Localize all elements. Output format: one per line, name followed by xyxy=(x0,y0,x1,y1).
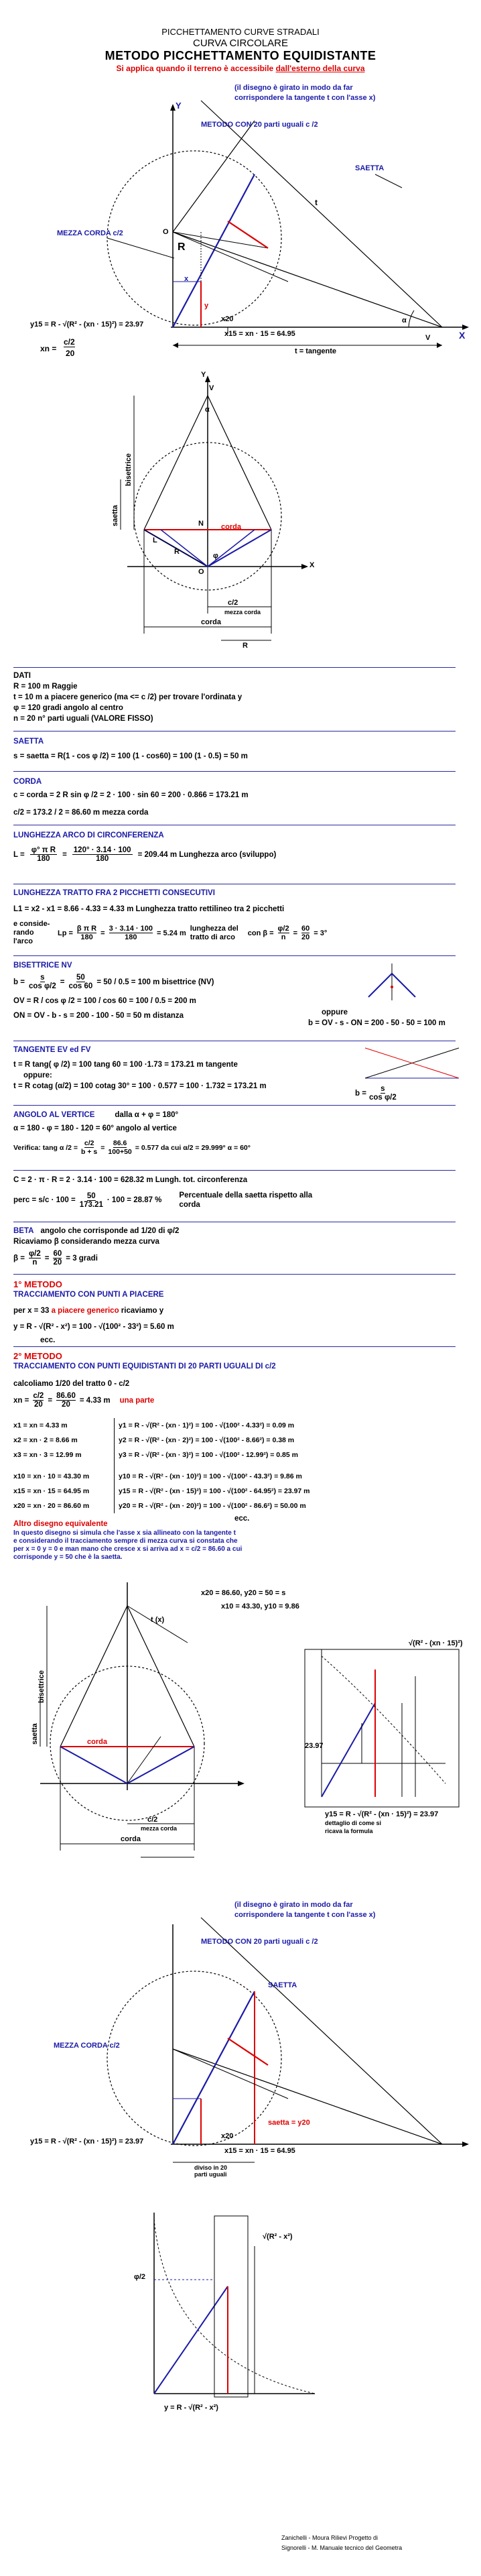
fraction xyxy=(80,1192,103,1209)
fraction-den: n xyxy=(32,1258,38,1267)
metodo2-section xyxy=(13,1351,456,1524)
beta-lhs: β = xyxy=(13,1254,25,1263)
figure-4 xyxy=(0,1897,481,2179)
angolo-section xyxy=(13,1110,456,1156)
beta-title: BETA xyxy=(13,1227,34,1235)
y-row: y3 = R - √(R² - (xn · 3)²) = 100 - √(100² - 12.99²) = 0.85 m xyxy=(119,1451,298,1459)
altro-note2: e considerando il tracciamento sempre di mezza curva si constata che xyxy=(13,1537,238,1545)
fraction-den: n xyxy=(281,933,286,941)
percentuale-formula xyxy=(13,1191,456,1210)
divider xyxy=(13,1346,456,1347)
angolo-verifica: Verifica: tang α /2 = $\frac{c/2}{b + s}$ = $\frac{86.6}{100+50}$ = 0.577 da cui α/2 = 29.999° α = 60° xyxy=(13,1139,251,1156)
fraction-num: 120° · 3.14 · 100 xyxy=(73,846,131,854)
fig4-saetta-y20: saetta = y20 xyxy=(268,2119,310,2127)
fraction-den: 180 xyxy=(96,855,109,863)
fig4-note1: (il disegno è girato in modo da far xyxy=(234,1901,353,1909)
fig2-V: V xyxy=(209,384,214,392)
fig1-y: y xyxy=(204,302,209,310)
bis-result: = 50 / 0.5 = 100 m bisettrice (NV) xyxy=(96,978,214,986)
fraction xyxy=(369,1085,397,1102)
fig1-note1: (il disegno è girato in modo da far xyxy=(234,84,353,92)
fig2-N: N xyxy=(198,520,204,528)
arco-result: = 209.44 m Lunghezza arco (sviluppo) xyxy=(137,850,277,859)
fraction xyxy=(81,1139,97,1156)
dati-line3: φ = 120 gradi angolo al centro xyxy=(13,704,123,712)
fig1-R: R xyxy=(178,241,186,253)
fig3-mezza-corda: mezza corda xyxy=(141,1825,178,1832)
y-row: y2 = R - √(R² - (xn · 2)²) = 100 - √(100² - 8.66²) = 0.38 m xyxy=(119,1436,295,1444)
fig3-bisettrice: bisettrice xyxy=(38,1670,46,1703)
fraction xyxy=(301,925,310,941)
metodo1-title: 1° METODO xyxy=(13,1279,62,1289)
fraction-num: s xyxy=(381,1085,385,1093)
fraction xyxy=(29,974,56,990)
fig1-x15: x15 = xn · 15 = 64.95 xyxy=(224,330,295,338)
beta-formula: β = $\frac{\varphi/2}{n}$ = $\frac{60}{20}$ = 3 gradi xyxy=(13,1250,98,1267)
fig2-L: L xyxy=(153,536,157,544)
y-row: y10 = R - √(R² - (xn · 10)²) = 100 - √(100² - 43.3²) = 9.86 m xyxy=(119,1472,302,1480)
tratto-beta-result: = 3° xyxy=(314,929,328,937)
fraction-den: 20 xyxy=(33,1401,43,1409)
fraction xyxy=(278,925,289,941)
tangente-section xyxy=(13,1045,456,1102)
fig4-saetta: SAETTA xyxy=(268,1981,297,1989)
fig4-x15: x15 = xn · 15 = 64.95 xyxy=(224,2147,295,2155)
fig2-R-inner: R xyxy=(174,548,180,556)
fig4-mezza-corda: MEZZA CORDA c/2 xyxy=(54,2042,120,2050)
divider xyxy=(13,1170,456,1171)
figure-3-drawing xyxy=(0,1569,481,1884)
fraction-den: 180 xyxy=(37,855,50,863)
x-row: x20 = xn · 20 = 86.60 m xyxy=(13,1502,90,1510)
bisettrice-title: BISETTRICE NV xyxy=(13,961,72,970)
corda-formula: c = corda = 2 R sin φ /2 = 2 · 100 · sin 60 = 200 · 0.866 = 173.21 m xyxy=(13,791,249,799)
fig2-c2: c/2 xyxy=(228,599,238,607)
x-row: x15 = xn · 15 = 64.95 m xyxy=(13,1487,90,1495)
metodo1-ricaviamo: ricaviamo y xyxy=(121,1307,164,1315)
bisettrice-diagram xyxy=(362,960,422,1007)
subtitle-underline: dall'esterno della curva xyxy=(275,64,365,73)
fraction xyxy=(109,925,153,941)
fraction xyxy=(72,846,133,863)
fig2-corda: corda xyxy=(221,523,241,531)
saetta-section xyxy=(13,736,456,762)
page-title: METODO PICCHETTAMENTO EQUIDISTANTE xyxy=(105,49,376,62)
metodo2-y-column xyxy=(114,1418,310,1513)
y-row: y1 = R - √(R² - (xn · 1)²) = 100 - √(100² - 4.33²) = 0.09 m xyxy=(119,1421,295,1429)
saetta-title: SAETTA xyxy=(13,738,44,746)
altro-note3: per x = 0 y = 0 e man mano che cresce x si arriva ad x = c/2 = 86.60 a cui xyxy=(13,1545,243,1553)
fig3-y15v: 23.97 xyxy=(305,1742,324,1750)
fraction-num: φ° π R xyxy=(31,846,56,854)
fraction-den: 180 xyxy=(125,933,137,941)
fig2-alpha: α xyxy=(205,406,210,414)
fig3-corda: corda xyxy=(87,1738,107,1746)
tangente-diagram xyxy=(362,1045,462,1085)
metodo2-ecc: ecc. xyxy=(234,1515,250,1523)
saetta-formula: s = saetta = R(1 - cos φ /2) = 100 (1 - cos60) = 100 (1 - 0.5) = 50 m xyxy=(13,752,248,760)
tratto-section xyxy=(13,888,456,946)
fig4-x20: x20 xyxy=(221,2132,234,2140)
figure-1 xyxy=(0,80,481,362)
fraction xyxy=(108,1139,131,1156)
fig1-saetta: SAETTA xyxy=(355,164,385,172)
bis-lhs: b = xyxy=(13,978,25,986)
metodo1-x: per x = 33 xyxy=(13,1307,50,1315)
divider xyxy=(13,955,456,956)
fig2-bisettrice: bisettrice xyxy=(125,453,133,486)
fraction-num: φ/2 xyxy=(277,925,289,933)
tratto-formula: e conside- rando l'arco Lp = $\frac{\text{β π R}}{180}$ = $\frac{3 \cdot 3.14 \cdot 100}{180}$ = 5.24 m lunghezza del tratto di arco con β = $\frac{\varphi/2}{n}$ = $\frac{60}{20}$ = 3° xyxy=(13,920,328,945)
fraction xyxy=(69,974,93,990)
fraction-num: 50 xyxy=(86,1191,96,1200)
fig1-t: t xyxy=(315,198,318,207)
metodo2-subtitle: TRACCIAMENTO CON PUNTI EQUIDISTANTI DI 20 PARTI UGUALI DI c/2 xyxy=(13,1362,276,1370)
fig2-X: X xyxy=(310,561,315,569)
credit-1: Zanichelli - Moura Rilievi Progetto di xyxy=(281,2534,379,2541)
metodo2-x-column xyxy=(13,1418,114,1513)
tangente-title: TANGENTE EV ed FV xyxy=(13,1046,91,1054)
metodo2-calc: calcoliamo 1/20 del tratto 0 - c/2 xyxy=(13,1380,130,1388)
tratto-note: e conside- rando l'arco xyxy=(13,920,50,945)
metodo1-piacere: a piacere generico xyxy=(51,1307,119,1315)
metodo1-line1 xyxy=(13,1305,456,1316)
fig2-mezza-corda: mezza corda xyxy=(224,609,261,616)
tangente-oppure: oppure: xyxy=(23,1071,52,1079)
fraction-num: c/2 xyxy=(33,1392,44,1400)
angolo-verifica-lhs: Verifica: tang α /2 = xyxy=(13,1143,78,1152)
fraction-num: 60 xyxy=(301,925,310,933)
metodo2-xn: xn = $\frac{c/2}{20}$ = $\frac{86.60}{20}$ = 4.33 m una parte xyxy=(13,1392,155,1409)
y-row: y15 = R - √(R² - (xn · 15)²) = 100 - √(100² - 64.95²) = 23.97 m xyxy=(119,1487,310,1495)
fraction-den: cos φ/2 xyxy=(28,982,56,990)
arco-formula: L = $\frac{\text{φ° π R}}{180}$ = $\frac{120^\circ \cdot 3.14 \cdot 100}{180}$ = 209.44 m Lunghezza arco (sviluppo) xyxy=(13,846,277,863)
divider xyxy=(13,1105,456,1106)
divider xyxy=(13,771,456,772)
bis-oppure: oppure xyxy=(322,1008,348,1016)
corda-section xyxy=(13,776,456,818)
fraction-den: cos φ/2 xyxy=(368,1094,397,1102)
fraction-num: β π R xyxy=(76,925,97,933)
figure-2 xyxy=(0,365,481,654)
arco-section xyxy=(13,830,456,863)
fig2-corda-bottom: corda xyxy=(201,618,221,626)
perc-desc: Percentuale della saetta rispetto alla corda xyxy=(179,1191,313,1209)
figure-5 xyxy=(0,2192,481,2420)
fig1-y15: y15 = R - √(R² - (xn · 15)²) = 23.97 xyxy=(30,320,144,329)
altro-title: Altro disegno equivalente xyxy=(13,1520,108,1528)
fig5-sq: √(R² - x²) xyxy=(263,2233,293,2241)
bisettrice-formula: b = $\frac{s}{\text{cos φ/2}}$ = $\frac{50}{\cos 60}$ = 50 / 0.5 = 100 m bisettrice (NV) xyxy=(13,974,214,990)
fig3-dettaglio2: ricava la formula xyxy=(325,1828,373,1834)
dati-line4: n = 20 n° parti uguali (VALORE FISSO) xyxy=(13,715,153,723)
fig3-corda-bottom: corda xyxy=(121,1835,141,1843)
altro-section xyxy=(13,1519,456,1562)
beta-header xyxy=(13,1226,456,1236)
tratto-beta: con β = xyxy=(247,929,274,937)
fig2-phi: φ xyxy=(213,552,218,560)
fraction-den: b + s xyxy=(81,1148,98,1156)
arco-lhs: L = xyxy=(13,850,25,859)
angolo-title: ANGOLO AL VERTICE xyxy=(13,1111,95,1119)
y-row: y20 = R - √(R² - (xn · 20)²) = 100 - √(100² - 86.6²) = 50.00 m xyxy=(119,1502,306,1510)
bis-b: b = OV - s - ON = 200 - 50 - 50 = 100 m xyxy=(308,1019,445,1027)
circonferenza-line1: C = 2 · π · R = 2 · 3.14 · 100 = 628.32 m Lungh. tot. circonferenza xyxy=(13,1176,248,1184)
tangente-line1: t = R tang( φ /2) = 100 tang 60 = 100 ·1.73 = 173.21 m tangente xyxy=(13,1061,238,1069)
header-subtitle xyxy=(0,64,481,73)
fig1-x20: x20 xyxy=(221,315,234,323)
fig2-O: O xyxy=(198,568,204,576)
fraction-den: cos 60 xyxy=(68,982,93,990)
fraction-num: 60 xyxy=(53,1250,62,1258)
fraction xyxy=(29,1250,41,1267)
fraction-num: 86.60 xyxy=(56,1392,76,1400)
xn-result: = 4.33 m xyxy=(79,1396,111,1405)
metodo1-subtitle: TRACCIAMENTO CON PUNTI A PIACERE xyxy=(13,1291,164,1299)
fraction-num: 86.6 xyxy=(113,1139,127,1147)
metodo2-title: 2° METODO xyxy=(13,1351,62,1361)
fig1-xn-den: 20 xyxy=(66,349,75,358)
fraction-den: 180 xyxy=(80,933,93,941)
fraction-den: 20 xyxy=(62,1401,70,1409)
fig1-alpha: α xyxy=(402,316,407,325)
angolo-relation: dalla α + φ = 180° xyxy=(115,1111,179,1119)
fraction-den: 173.21 xyxy=(79,1200,103,1209)
fraction-den: 100+50 xyxy=(108,1148,132,1156)
x-row: x10 = xn · 10 = 43.30 m xyxy=(13,1472,90,1480)
fraction xyxy=(56,1392,76,1409)
metodo1-formula: y = R - √(R² - x²) = 100 - √(100² - 33²) = 5.60 m xyxy=(13,1323,174,1331)
fraction-num: 50 xyxy=(76,974,85,982)
fraction-num: 3 · 3.14 · 100 xyxy=(109,925,153,933)
tratto-line1: L1 = x2 - x1 = 8.66 - 4.33 = 4.33 m Lunghezza tratto rettilineo tra 2 picchetti xyxy=(13,905,285,913)
bisettrice-section xyxy=(13,960,456,1027)
fig1-note2: corrispondere la tangente t con l'asse x) xyxy=(234,94,376,102)
fraction-den: 20 xyxy=(53,1258,62,1267)
beta-line1: Ricaviamo β considerando mezza curva xyxy=(13,1238,159,1246)
circonferenza-section xyxy=(13,1175,456,1210)
altro-note4: corrisponde y = 50 che è la saetta. xyxy=(13,1554,123,1561)
perc-result: · 100 = 28.87 % xyxy=(107,1196,162,1204)
beta-desc: angolo che corrisponde ad 1/20 di φ/2 xyxy=(40,1227,180,1235)
fig5-phi2: φ/2 xyxy=(134,2273,146,2281)
fig3-sq: √(R² - (xn · 15)²) xyxy=(409,1639,463,1647)
fig3-x20: x20 = 86.60, y20 = 50 = s xyxy=(201,1589,286,1597)
x-row: x1 = xn = 4.33 m xyxy=(13,1421,68,1429)
tangente-b xyxy=(355,1085,397,1102)
arco-title: LUNGHEZZA ARCO DI CIRCONFERENZA xyxy=(13,831,164,839)
header-line2: CURVA CIRCOLARE xyxy=(193,38,288,49)
tratto-title: LUNGHEZZA TRATTO FRA 2 PICCHETTI CONSECUTIVI xyxy=(13,889,215,897)
altro-note1: In questo disegno si simula che l'asse x sia allineato con la tangente t xyxy=(13,1529,236,1537)
fig4-diviso1: diviso in 20 xyxy=(194,2164,228,2171)
fig3-dettaglio1: dettaglio di come si xyxy=(325,1820,382,1826)
fig3-saetta: saetta xyxy=(31,1723,39,1745)
fig4-method: METODO CON 20 parti uguali c /2 xyxy=(201,1938,318,1946)
fig1-method: METODO CON 20 parti uguali c /2 xyxy=(201,121,318,129)
header-line1: PICCHETTAMENTO CURVE STRADALI xyxy=(161,27,320,37)
fraction xyxy=(77,925,96,941)
fig4-note2: corrispondere la tangente t con l'asse x) xyxy=(234,1911,376,1919)
metodo1-section xyxy=(13,1279,456,1346)
fig1-X: X xyxy=(459,330,466,341)
fig1-tangente: t = tangente xyxy=(295,347,337,355)
angolo-header xyxy=(13,1110,456,1120)
perc-lhs: perc = s/c · 100 = xyxy=(13,1196,76,1204)
corda-title: CORDA xyxy=(13,778,42,786)
beta-section xyxy=(13,1226,456,1267)
fig4-y15: y15 = R - √(R² - (xn · 15)²) = 23.97 xyxy=(30,2138,144,2146)
fig5-y: y = R - √(R² - x²) xyxy=(164,2404,218,2412)
credit-2: Signorelli - M. Manuale tecnico del Geometra xyxy=(281,2544,403,2551)
fig2-R: R xyxy=(243,642,248,650)
tang-b-lhs: b = xyxy=(355,1089,366,1098)
tratto-result: = 5.24 m xyxy=(157,929,186,937)
fig1-x: x xyxy=(184,275,189,283)
fig1-Y: Y xyxy=(176,101,182,111)
fig1-V: V xyxy=(425,334,431,342)
figure-3 xyxy=(0,1569,481,1884)
beta-result: = 3 gradi xyxy=(66,1254,98,1263)
fraction-num: φ/2 xyxy=(28,1250,41,1258)
tratto-lp: Lp = xyxy=(58,929,73,937)
fig1-xn-num: c/2 xyxy=(64,337,75,347)
bis-on: ON = OV - b - s = 200 - 100 - 50 = 50 m distanza xyxy=(13,1012,184,1020)
fig2-Y: Y xyxy=(201,371,206,379)
fraction-num: c/2 xyxy=(84,1139,94,1147)
fraction-den: 20 xyxy=(301,933,310,941)
tratto-desc: lunghezza del tratto di arco xyxy=(190,924,238,941)
dati-title: DATI xyxy=(13,672,31,680)
fig3-tx: t (x) xyxy=(151,1616,165,1624)
bis-ov: OV = R / cos φ /2 = 100 / cos 60 = 100 / 0.5 = 200 m xyxy=(13,997,196,1005)
tangente-line2: t = R cotag (α/2) = 100 cotag 30° = 100 · 0.577 = 100 · 1.732 = 173.21 m xyxy=(13,1082,267,1090)
fraction xyxy=(33,1392,44,1409)
metodo1-ecc: ecc. xyxy=(40,1336,56,1344)
fig1-mezza-corda: MEZZA CORDA c/2 xyxy=(57,229,123,237)
fig3-c2: c/2 xyxy=(147,1816,158,1824)
metodo2-table xyxy=(13,1418,456,1513)
xn-una-parte: una parte xyxy=(119,1396,155,1405)
figure-5-drawing xyxy=(0,2192,481,2420)
dati-section xyxy=(13,670,456,724)
x-row: x2 = xn · 2 = 8.66 m xyxy=(13,1436,78,1444)
divider xyxy=(13,667,456,668)
subtitle-prefix: Si applica quando il terreno è accessibile xyxy=(116,64,274,73)
fig4-diviso2: parti uguali xyxy=(194,2171,227,2178)
fraction xyxy=(53,1250,62,1267)
fig1-O: O xyxy=(163,228,169,236)
fig1-xn-label: xn = xyxy=(40,344,57,353)
angolo-verifica-result: = 0.577 da cui α/2 = 29.999° α = 60° xyxy=(135,1143,251,1152)
divider xyxy=(13,1274,456,1275)
fig3-x10: x10 = 43.30, y10 = 9.86 xyxy=(221,1602,299,1611)
x-row: x3 = xn · 3 = 12.99 m xyxy=(13,1451,82,1459)
fraction xyxy=(30,846,57,863)
fraction-num: s xyxy=(40,974,45,982)
dati-line1: R = 100 m Raggie xyxy=(13,683,78,691)
fig2-saetta: saetta xyxy=(111,505,119,526)
xn-lhs: xn = xyxy=(13,1396,29,1405)
angolo-line1: α = 180 - φ = 180 - 120 = 60° angolo al vertice xyxy=(13,1124,177,1132)
dati-line2: t = 10 m a piacere generico (ma <= c /2) per trovare l'ordinata y xyxy=(13,693,243,701)
mezza-corda-formula: c/2 = 173.2 / 2 = 86.60 m mezza corda xyxy=(13,809,149,817)
fig3-y15: y15 = R - √(R² - (xn · 15)²) = 23.97 xyxy=(325,1810,439,1818)
